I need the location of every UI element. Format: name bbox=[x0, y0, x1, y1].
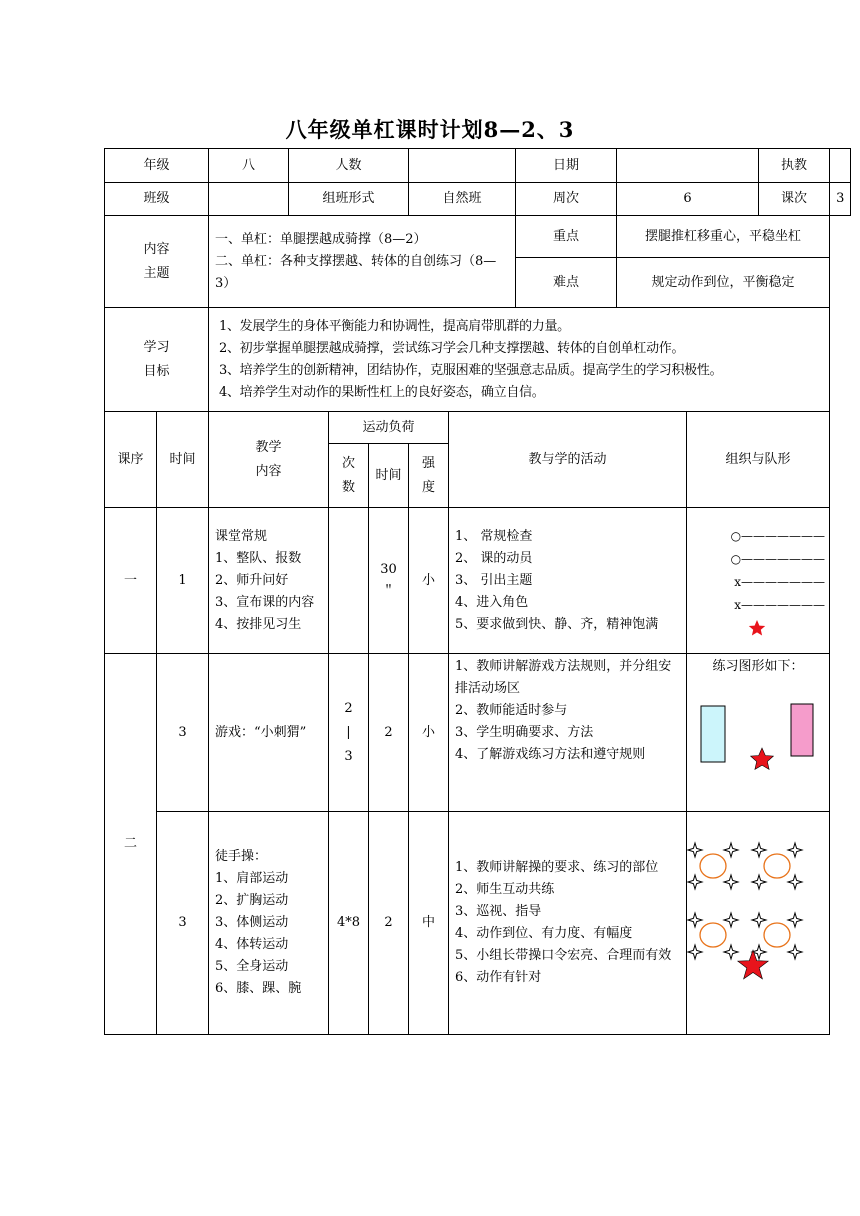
row-reps: 4*8 bbox=[329, 812, 369, 1035]
sparkle-star-icon bbox=[724, 913, 738, 927]
content-line: 二、单杠：各种支撑摆越、转体的自创练习（8—3） bbox=[215, 253, 497, 291]
calisthenics-formation bbox=[687, 812, 829, 982]
row-time: 3 bbox=[157, 654, 209, 812]
content-line: 一、单杠：单腿摆越成骑撑（8—2） bbox=[215, 231, 427, 247]
sparkle-star-icon bbox=[724, 945, 738, 959]
sparkle-star-icon bbox=[752, 875, 766, 889]
lesson-value: 3 bbox=[830, 183, 851, 216]
goals-label: 学习 目标 bbox=[105, 308, 209, 412]
difficulty-label: 难点 bbox=[516, 258, 617, 308]
class-label: 班级 bbox=[105, 183, 209, 216]
row-intensity: 小 bbox=[409, 508, 449, 654]
form-label: 组班形式 bbox=[289, 183, 409, 216]
col-organization: 组织与队形 bbox=[687, 412, 830, 508]
formation-line: ○——————— bbox=[730, 551, 826, 566]
week-value: 6 bbox=[617, 183, 759, 216]
row-reps: 2 | 3 bbox=[329, 654, 369, 812]
ring-icon bbox=[764, 854, 790, 878]
row-time: 1 bbox=[157, 508, 209, 654]
goal-line: 2、初步掌握单腿摆越成骑撑，尝试练习学会几种支撑摆越、转体的自创单杠动作。 bbox=[219, 340, 685, 356]
formation-lines bbox=[687, 508, 830, 654]
formation-line: ○——————— bbox=[730, 528, 826, 543]
week-label: 周次 bbox=[516, 183, 617, 216]
ring-icon bbox=[764, 923, 790, 947]
formation-line: x——————— bbox=[734, 574, 826, 589]
ring-icon bbox=[700, 923, 726, 947]
date-label: 日期 bbox=[516, 149, 617, 183]
row-activities: 1、 常规检查 2、 课的动员 3、 引出主题 4、进入角色 5、要求做到快、静、齐，精神饱满 bbox=[449, 508, 687, 654]
key-value: 摆腿推杠移重心，平稳坐杠 bbox=[617, 216, 830, 258]
col-order: 课序 bbox=[105, 412, 157, 508]
row-time: 3 bbox=[157, 812, 209, 1035]
game-diagram bbox=[687, 654, 830, 812]
page-title: 八年级单杠课时计划8—2、3 bbox=[285, 117, 575, 142]
row-reps bbox=[329, 508, 369, 654]
star-icon bbox=[751, 748, 774, 769]
content-lines bbox=[209, 216, 516, 308]
count-value bbox=[409, 149, 516, 183]
col-load: 运动负荷 bbox=[329, 412, 449, 444]
row-order: 二 bbox=[105, 654, 157, 1035]
lesson-label: 课次 bbox=[759, 183, 830, 216]
content-label: 内容 主题 bbox=[105, 216, 209, 308]
formation-line: x——————— bbox=[734, 597, 826, 612]
sparkle-star-icon bbox=[688, 843, 702, 857]
key-label: 重点 bbox=[516, 216, 617, 258]
star-icon bbox=[687, 617, 827, 637]
row-content: 课堂常规 1、整队、报数 2、师升问好 3、宣布课的内容 4、按排见习生 bbox=[209, 508, 329, 654]
sparkle-star-icon bbox=[752, 913, 766, 927]
sparkle-star-icon bbox=[688, 875, 702, 889]
grade-value: 八 bbox=[209, 149, 289, 183]
sparkle-star-icon bbox=[788, 843, 802, 857]
goal-line: 4、培养学生对动作的果断性杠上的良好姿态，确立自信。 bbox=[219, 384, 545, 400]
col-intensity: 强 度 bbox=[409, 444, 449, 508]
row-activities: 1、教师讲解操的要求、练习的部位 2、师生互动共练 3、巡视、指导 4、动作到位、有力度、有幅度 5、小组长带操口令宏亮、合理而有效 6、动作有针对 bbox=[449, 812, 687, 1035]
row-load-time: 2 bbox=[369, 654, 409, 812]
sparkle-star-icon bbox=[788, 875, 802, 889]
sparkle-star-icon bbox=[688, 945, 702, 959]
date-value bbox=[617, 149, 759, 183]
cyan-zone bbox=[701, 706, 725, 762]
col-activities: 教与学的活动 bbox=[449, 412, 687, 508]
col-content: 教学 内容 bbox=[209, 412, 329, 508]
row-content: 游戏：“小刺猬” bbox=[209, 654, 329, 812]
grade-label: 年级 bbox=[105, 149, 209, 183]
row-intensity: 小 bbox=[409, 654, 449, 812]
row-content: 徒手操： 1、肩部运动 2、扩胸运动 3、体侧运动 4、体转运动 5、全身运动 6、膝、踝、腕 bbox=[209, 812, 329, 1035]
count-label: 人数 bbox=[289, 149, 409, 183]
row-load-time: 2 bbox=[369, 812, 409, 1035]
row-load-time: 30＂ bbox=[369, 508, 409, 654]
col-time: 时间 bbox=[157, 412, 209, 508]
star-icon bbox=[738, 950, 768, 979]
goal-line: 1、发展学生的身体平衡能力和协调性，提高肩带肌群的力量。 bbox=[219, 318, 570, 334]
sparkle-star-icon bbox=[788, 945, 802, 959]
sparkle-star-icon bbox=[724, 875, 738, 889]
sparkle-star-icon bbox=[752, 843, 766, 857]
form-value: 自然班 bbox=[409, 183, 516, 216]
sparkle-star-icon bbox=[788, 913, 802, 927]
row-order: 一 bbox=[105, 508, 157, 654]
ring-icon bbox=[700, 854, 726, 878]
row-activities: 1、教师讲解游戏方法规则，并分组安排活动场区 2、教师能适时参与 3、学生明确要求、方法 4、了解游戏练习方法和遵守规则 bbox=[449, 654, 687, 812]
col-load-time: 时间 bbox=[369, 444, 409, 508]
sparkle-star-icon bbox=[724, 843, 738, 857]
diagram-label: 练习图形如下： bbox=[712, 659, 804, 674]
teacher-value bbox=[830, 149, 851, 183]
sparkle-star-icon bbox=[688, 913, 702, 927]
teacher-label: 执教 bbox=[759, 149, 830, 183]
pink-zone bbox=[791, 704, 813, 756]
lesson-plan-table bbox=[104, 148, 851, 1035]
game-field-diagram bbox=[687, 678, 829, 788]
col-reps: 次 数 bbox=[329, 444, 369, 508]
difficulty-value: 规定动作到位，平衡稳定 bbox=[617, 258, 830, 308]
class-value bbox=[209, 183, 289, 216]
goals-lines bbox=[209, 308, 830, 412]
goal-line: 3、培养学生的创新精神，团结协作，克服困难的坚强意志品质。提高学生的学习积极性。 bbox=[219, 362, 723, 378]
row-intensity: 中 bbox=[409, 812, 449, 1035]
calisthenics-diagram bbox=[687, 812, 830, 1035]
